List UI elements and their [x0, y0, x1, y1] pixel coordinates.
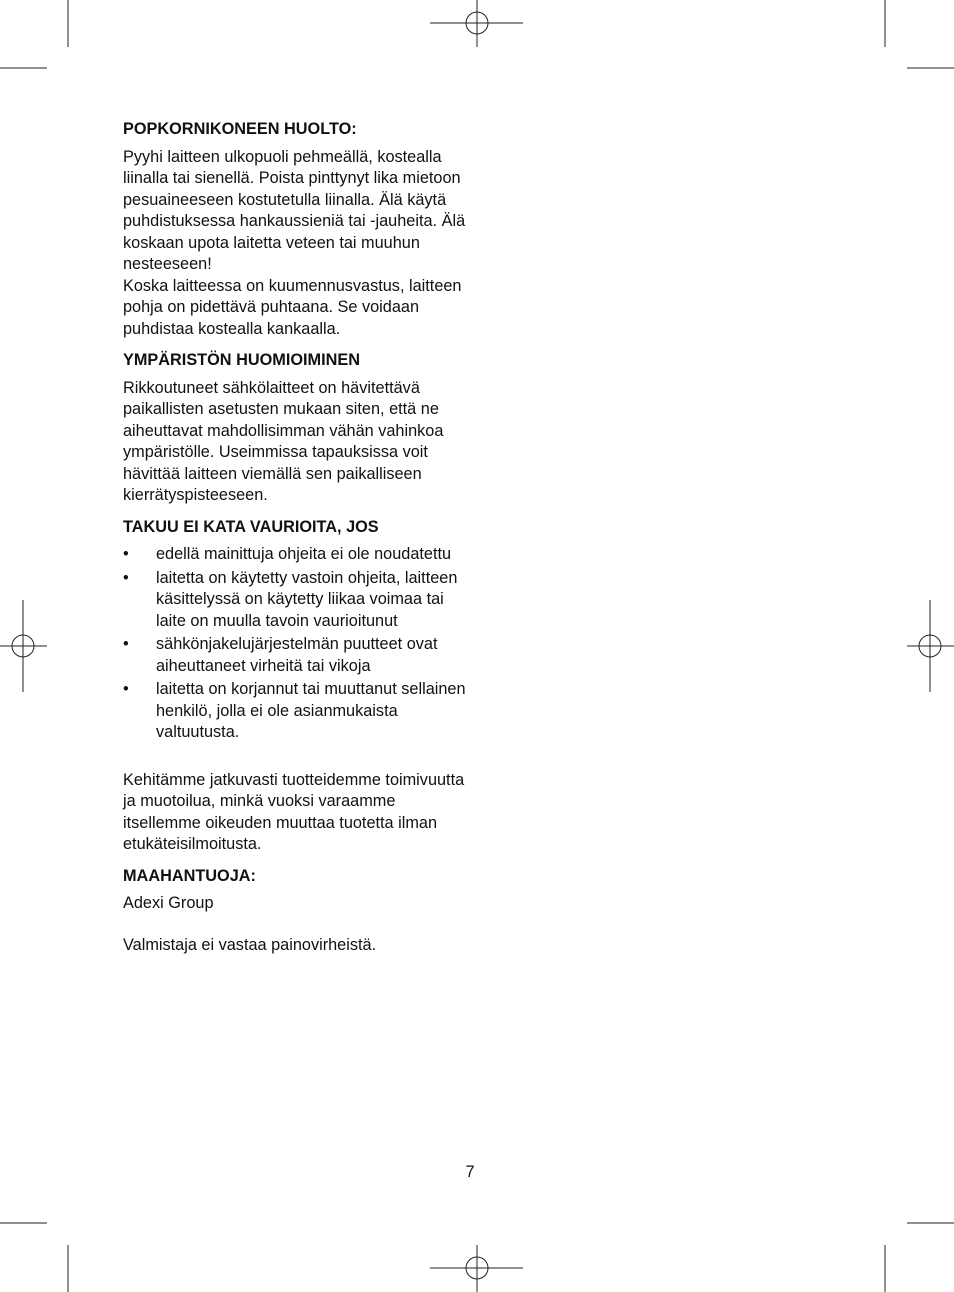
care-paragraph-2: Koska laitteessa on kuumennusvastus, laitteen pohja on pidettävä puhtaana. Se voidaan puhdistaa kostealla kankaalla. [123, 276, 462, 338]
bullet-icon: • [123, 545, 129, 563]
printing-disclaimer: Valmistaja ei vastaa painovirheistä. [123, 935, 377, 954]
bullet-icon: • [123, 680, 129, 698]
warranty-heading: TAKUU EI KATA VAURIOITA, JOS [123, 517, 379, 536]
development-paragraph: Kehitämme jatkuvasti tuotteidemme toimivuutta ja muotoilua, minkä vuoksi varaamme itsellemme oikeuden muuttaa tuotetta ilman etukäteisilmoitusta. [123, 770, 465, 853]
list-item-text: laitetta on korjannut tai muuttanut sellainen henkilö, jolla ei ole asianmukaista valtuutusta. [156, 680, 466, 741]
bullet-icon: • [123, 568, 129, 587]
list-item-text: sähkönjakelujärjestelmän puutteet ovat aiheuttaneet virheitä tai vikoja [156, 635, 438, 675]
environment-paragraph: Rikkoutuneet sähkölaitteet on hävitettävä paikallisten asetusten mukaan siten, että ne aiheuttavat mahdollisimman vähän vahinkoa ympäristölle. Useimmissa tapauksissa voit hävittää laitteen viemällä sen paikalliseen kierrätyspisteeseen. [123, 378, 444, 504]
warranty-list [123, 544, 468, 744]
page-content [123, 119, 468, 956]
registration-mark-left [0, 600, 47, 692]
registration-mark-bottom [430, 1245, 523, 1292]
page-number: 7 [465, 1163, 475, 1181]
importer-name: Adexi Group [123, 894, 214, 912]
bullet-icon: • [123, 635, 129, 653]
list-item [123, 568, 468, 633]
list-item [123, 544, 468, 566]
environment-heading: YMPÄRISTÖN HUOMIOIMINEN [123, 351, 360, 369]
care-heading: POPKORNIKONEEN HUOLTO: [123, 120, 357, 138]
registration-mark-right [907, 600, 954, 692]
registration-mark-top [430, 0, 523, 47]
importer-heading: MAAHANTUOJA: [123, 866, 256, 885]
list-item-text: edellä mainittuja ohjeita ei ole noudatettu [156, 545, 452, 563]
list-item-text: laitetta on käytetty vastoin ohjeita, laitteen käsittelyssä on käytetty liikaa voimaa tai laite on muulla tavoin vaurioitunut [156, 568, 458, 630]
list-item [123, 679, 468, 744]
care-paragraph-1: Pyyhi laitteen ulkopuoli pehmeällä, kostealla liinalla tai sienellä. Poista pinttynyt lika mietoon pesuaineeseen kostutetulla liinalla. Älä käytä puhdistuksessa hankaussieniä tai -jauheita. Älä koskaan upota laitetta veteen tai muuhun nesteeseen! [123, 147, 466, 273]
list-item [123, 634, 468, 677]
